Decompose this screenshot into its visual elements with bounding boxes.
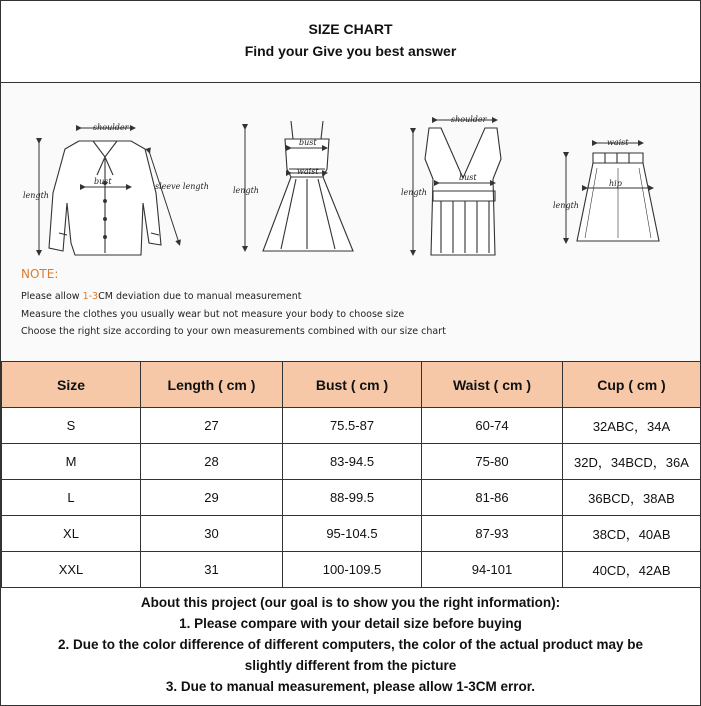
dress-length-label: length bbox=[233, 186, 259, 195]
cell-waist: 87-93 bbox=[422, 516, 563, 552]
shirt-shoulder-label: shoulder bbox=[93, 123, 129, 132]
cell-length: 27 bbox=[141, 408, 283, 444]
table-header-row bbox=[2, 362, 701, 408]
tank-drawing bbox=[425, 128, 501, 255]
header-size: Size bbox=[2, 362, 141, 408]
cell-waist: 75-80 bbox=[422, 444, 563, 480]
cell-length: 29 bbox=[141, 480, 283, 516]
table-row bbox=[2, 552, 701, 588]
header-length: Length ( cm ) bbox=[141, 362, 283, 408]
cell-cup: 32D，34BCD，36A bbox=[563, 444, 701, 480]
cell-bust: 95-104.5 bbox=[283, 516, 422, 552]
shirt-bust-label: bust bbox=[94, 177, 112, 186]
table-row bbox=[2, 408, 701, 444]
cell-size: XL bbox=[2, 516, 141, 552]
table-row bbox=[2, 444, 701, 480]
cell-waist: 81-86 bbox=[422, 480, 563, 516]
cell-size: M bbox=[2, 444, 141, 480]
note-line-1-post: CM deviation due to manual measurement bbox=[98, 291, 302, 302]
note-line-2: Measure the clothes you usually wear but not measure your body to choose size bbox=[21, 309, 405, 320]
chart-title: SIZE CHART bbox=[308, 21, 393, 37]
cell-cup: 38CD，40AB bbox=[563, 516, 701, 552]
chart-subtitle: Find your Give you best answer bbox=[244, 43, 457, 59]
cell-bust: 83-94.5 bbox=[283, 444, 422, 480]
header-cup: Cup ( cm ) bbox=[563, 362, 701, 408]
cell-bust: 75.5-87 bbox=[283, 408, 422, 444]
dress-waist-label: waist bbox=[297, 167, 319, 176]
note-line-1-pre: Please allow bbox=[21, 291, 83, 302]
cell-length: 30 bbox=[141, 516, 283, 552]
cell-cup: 40CD，42AB bbox=[563, 552, 701, 588]
cell-size: S bbox=[2, 408, 141, 444]
note-line-3: Choose the right size according to your own measurements combined with our size chart bbox=[21, 326, 446, 337]
header bbox=[1, 1, 700, 83]
cell-length: 28 bbox=[141, 444, 283, 480]
header-bust: Bust ( cm ) bbox=[283, 362, 422, 408]
footer-line-3: 2. Due to the color difference of different computers, the color of the actual product may be bbox=[57, 637, 644, 652]
shirt-drawing bbox=[49, 141, 161, 255]
cell-bust: 100-109.5 bbox=[283, 552, 422, 588]
size-table bbox=[1, 361, 701, 588]
footer-line-1: About this project (our goal is to show you the right information): bbox=[140, 595, 561, 610]
cell-bust: 88-99.5 bbox=[283, 480, 422, 516]
cell-size: XXL bbox=[2, 552, 141, 588]
skirt-waist-label: waist bbox=[607, 138, 629, 147]
tank-bust-label: bust bbox=[459, 173, 477, 182]
tank-shoulder-label: shoulder bbox=[451, 115, 487, 124]
cell-waist: 94-101 bbox=[422, 552, 563, 588]
dress-bust-label: bust bbox=[299, 138, 317, 147]
header-waist: Waist ( cm ) bbox=[422, 362, 563, 408]
shirt-length-label: length bbox=[23, 191, 49, 200]
footer-notes bbox=[1, 592, 700, 697]
shirt-sleeve-label: sleeve length bbox=[155, 182, 209, 191]
table-row bbox=[2, 480, 701, 516]
footer-line-2: 1. Please compare with your detail size before buying bbox=[179, 616, 522, 631]
note-title: NOTE: bbox=[21, 267, 59, 281]
tank-length-label: length bbox=[401, 188, 427, 197]
cell-cup: 32ABC，34A bbox=[563, 408, 701, 444]
table-row bbox=[2, 516, 701, 552]
cell-length: 31 bbox=[141, 552, 283, 588]
skirt-length-label: length bbox=[553, 201, 579, 210]
cell-size: L bbox=[2, 480, 141, 516]
footer-line-5: 3. Due to manual measurement, please allow 1-3CM error. bbox=[165, 679, 536, 694]
skirt-hip-label: hip bbox=[609, 179, 622, 188]
note-line-1 bbox=[21, 291, 301, 302]
garment-illustrations bbox=[1, 83, 700, 361]
cell-waist: 60-74 bbox=[422, 408, 563, 444]
skirt-drawing bbox=[577, 153, 659, 241]
note-line-1-highlight: 1-3 bbox=[82, 291, 99, 302]
cell-cup: 36BCD，38AB bbox=[563, 480, 701, 516]
footer-line-4: slightly different from the picture bbox=[244, 658, 457, 673]
